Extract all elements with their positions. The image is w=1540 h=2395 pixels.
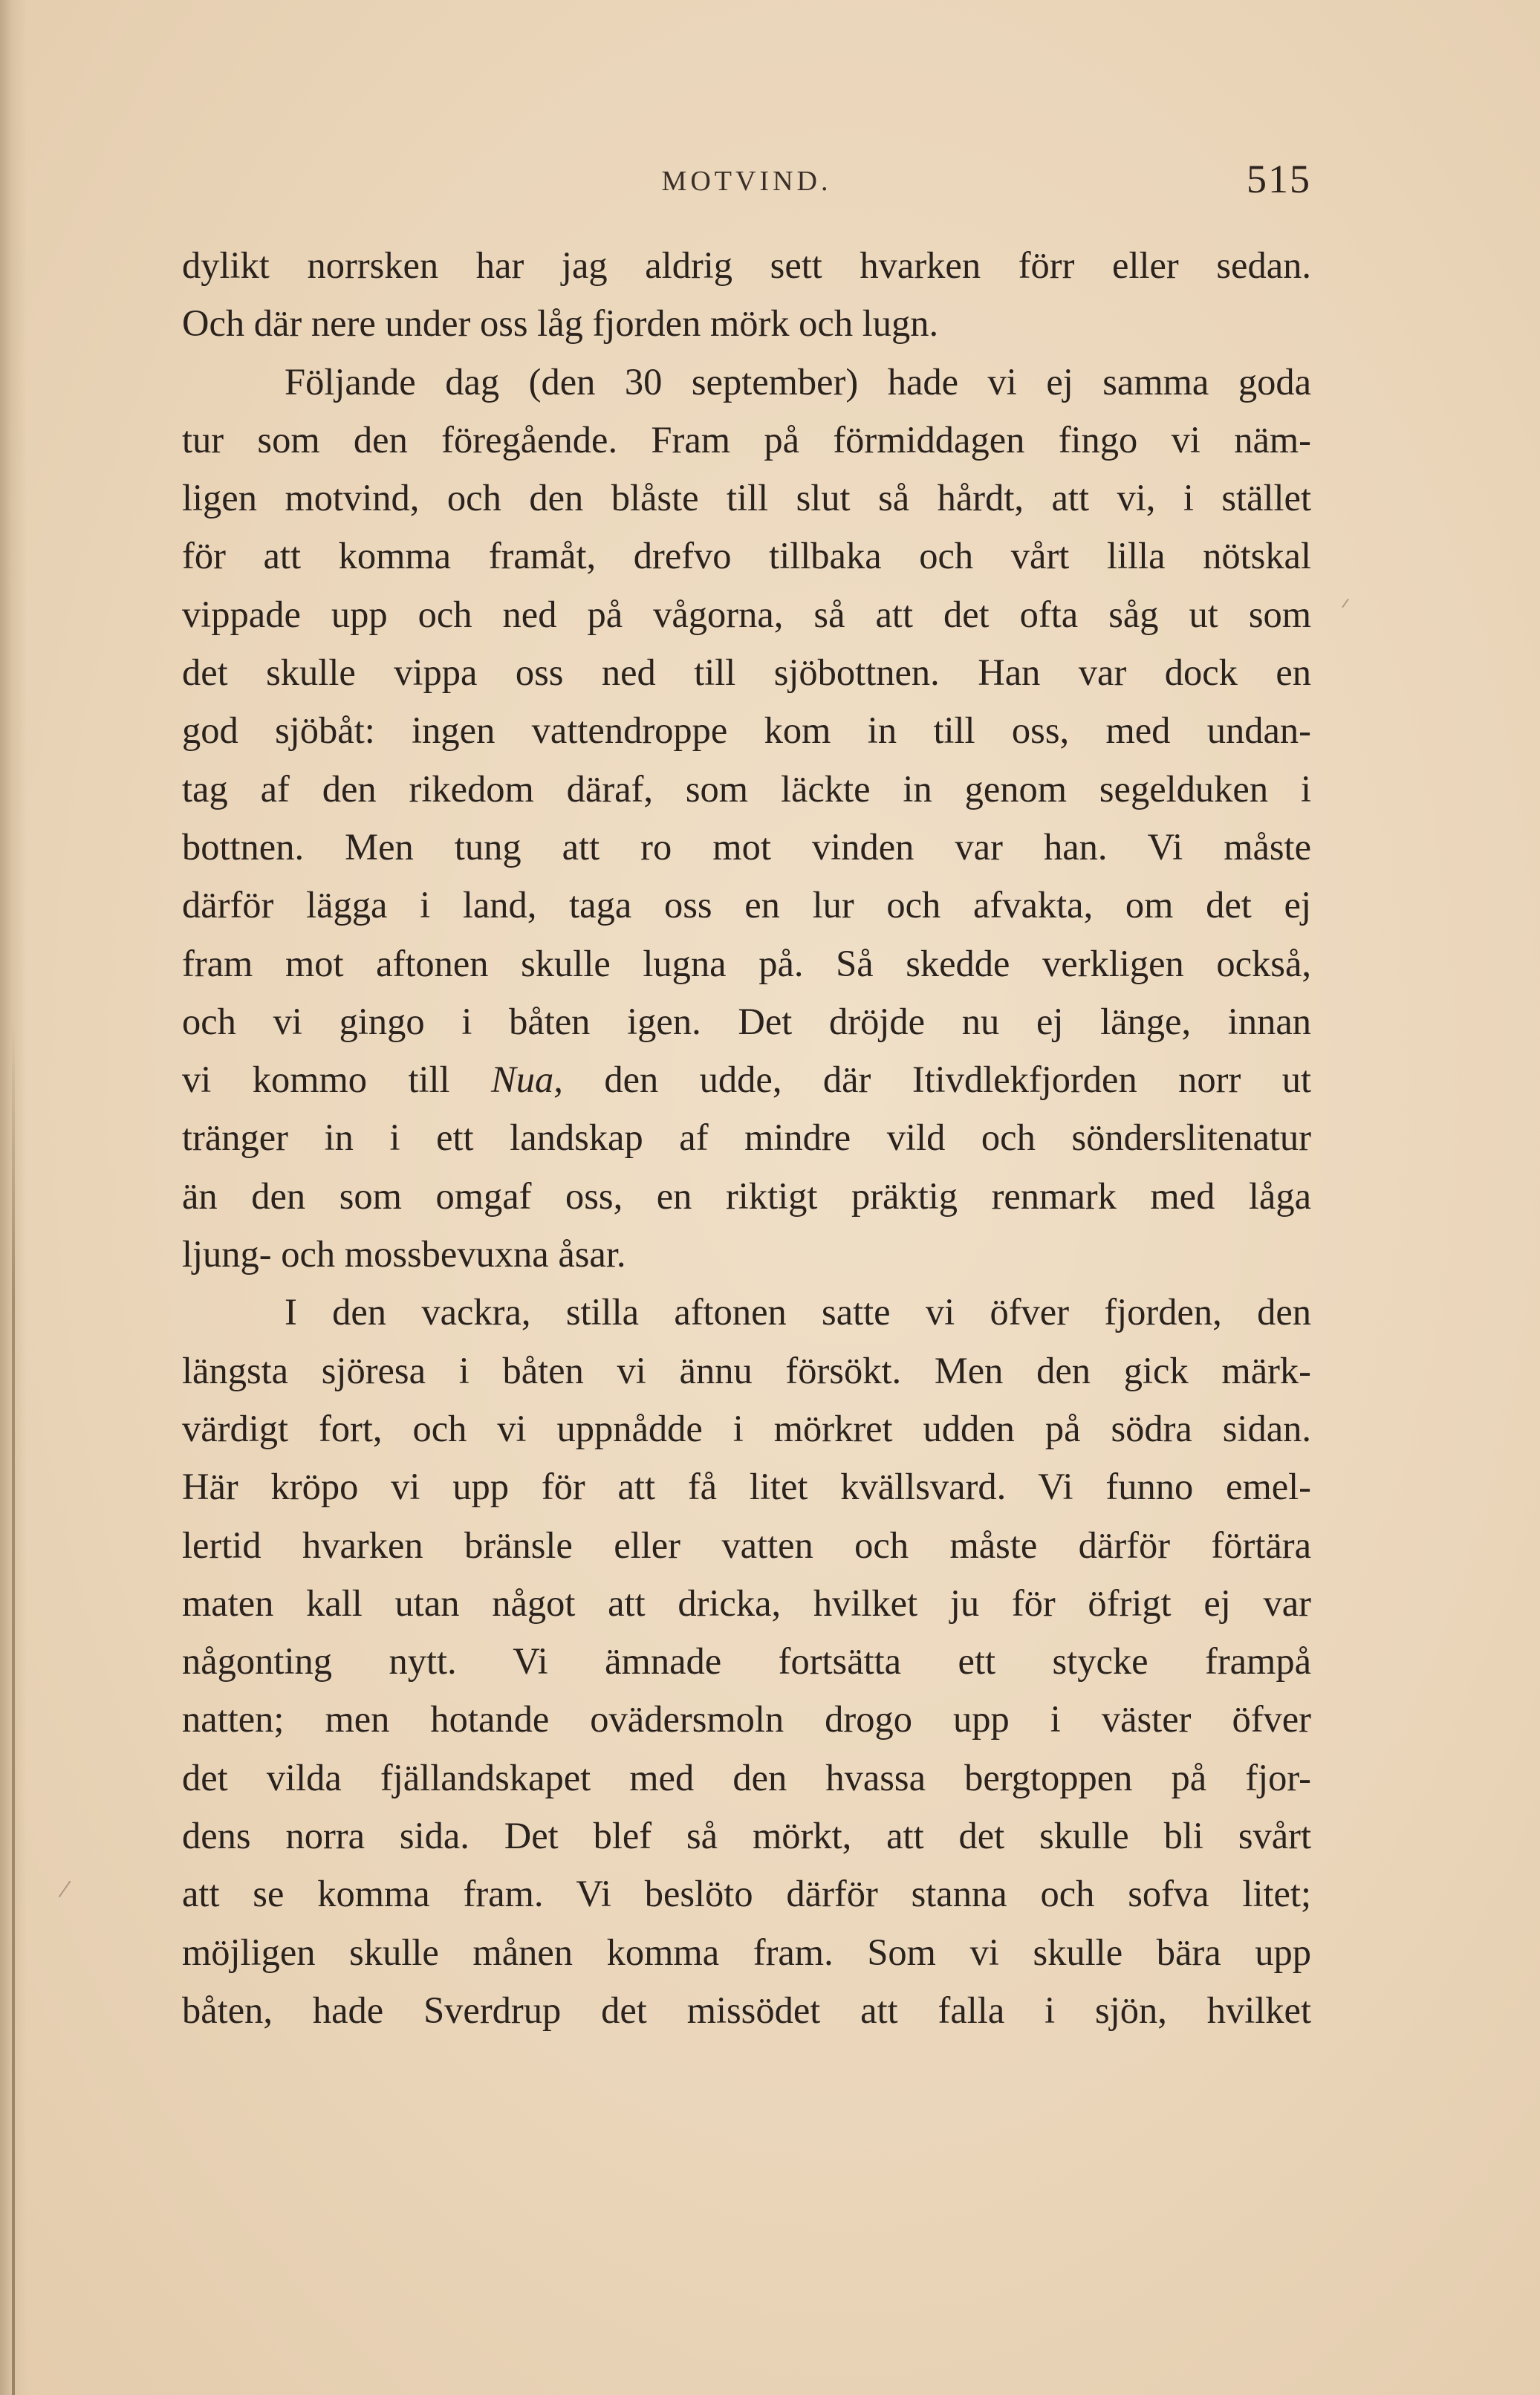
text-line: maten kall utan något att dricka, hvilket ju för öfrigt ej var [182,1582,1311,1624]
italic-place-name: Nua, [491,1059,563,1101]
text-line: möjligen skulle månen komma fram. Som vi skulle bära upp [182,1931,1311,1973]
text-line: det vilda fjällandskapet med den hvassa bergtoppen på fjor- [182,1756,1311,1798]
text-line: fram mot aftonen skulle lugna på. Så skedde verkligen också, [182,942,1311,984]
text-line: båten, hade Sverdrup det missödet att falla i sjön, hvilket [182,1989,1311,2031]
stray-ink-mark [59,1881,71,1897]
text-line: bottnen. Men tung att ro mot vinden var han. Vi måste [182,825,1311,868]
text-line: Följande dag (den 30 september) hade vi ej samma goda [285,360,1311,403]
text-line: Här kröpo vi upp för att få litet kvällsvard. Vi funno emel- [182,1466,1311,1508]
text-line: tur som den föregående. Fram på förmiddagen fingo vi näm- [182,418,1311,461]
text-line: dens norra sida. Det blef så mörkt, att det skulle bli svårt [182,1815,1311,1857]
text-line: dylikt norrsken har jag aldrig sett hvarken förr eller sedan. [182,244,1311,286]
text-line: att se komma fram. Vi beslöto därför stanna och sofva litet; [182,1873,1311,1915]
text-line: Och där nere under oss låg fjorden mörk och lugn. [182,302,939,345]
running-head [182,156,1311,208]
page-number: 515 [1247,157,1311,201]
text-line: och vi gingo i båten igen. Det dröjde nu ej länge, innan [182,1000,1311,1042]
page-gutter-line [12,1025,15,2395]
text-line: för att komma framåt, drefvo tillbaka och vårt lilla nötskal [182,535,1311,577]
text-line: därför lägga i land, taga oss en lur och afvakta, om det ej [182,884,1311,926]
text-line: god sjöbåt: ingen vattendroppe kom in till oss, med undan- [182,709,1311,752]
text-line: ljung- och mossbevuxna åsar. [182,1233,626,1276]
text-line: längsta sjöresa i båten vi ännu försökt. Men den gick märk- [182,1349,1311,1391]
text-line: någonting nytt. Vi ämnade fortsätta ett stycke frampå [182,1640,1311,1683]
body-text [182,236,1311,2039]
text-line: I den vackra, stilla aftonen satte vi öfver fjorden, den [285,1291,1311,1333]
chapter-title: MOTVIND. [661,166,832,197]
text-segment: vi kommo till [182,1059,450,1101]
text-segment: den udde, där Itivdlekfjorden norr ut [604,1059,1312,1101]
text-line: ligen motvind, och den blåste till slut så hårdt, att vi, i stället [182,477,1311,519]
text-line-with-italic [182,1050,1311,1108]
text-line: än den som omgaf oss, en riktigt präktig renmark med låga [182,1174,1311,1217]
text-line: vippade upp och ned på vågorna, så att det ofta såg ut som [182,593,1311,635]
text-line: tränger in i ett landskap af mindre vild och sönderslitenatur [182,1117,1311,1159]
text-line: det skulle vippa oss ned till sjöbottnen. Han var dock en [182,651,1311,694]
text-line: lertid hvarken bränsle eller vatten och måste därför förtära [182,1524,1311,1566]
stray-ink-mark [1342,599,1349,608]
text-line: värdigt fort, och vi uppnådde i mörkret udden på södra sidan. [182,1407,1311,1449]
text-line: tag af den rikedom däraf, som läckte in genom segelduken i [182,767,1311,810]
text-line: natten; men hotande ovädersmoln drogo upp i väster öfver [182,1698,1311,1741]
